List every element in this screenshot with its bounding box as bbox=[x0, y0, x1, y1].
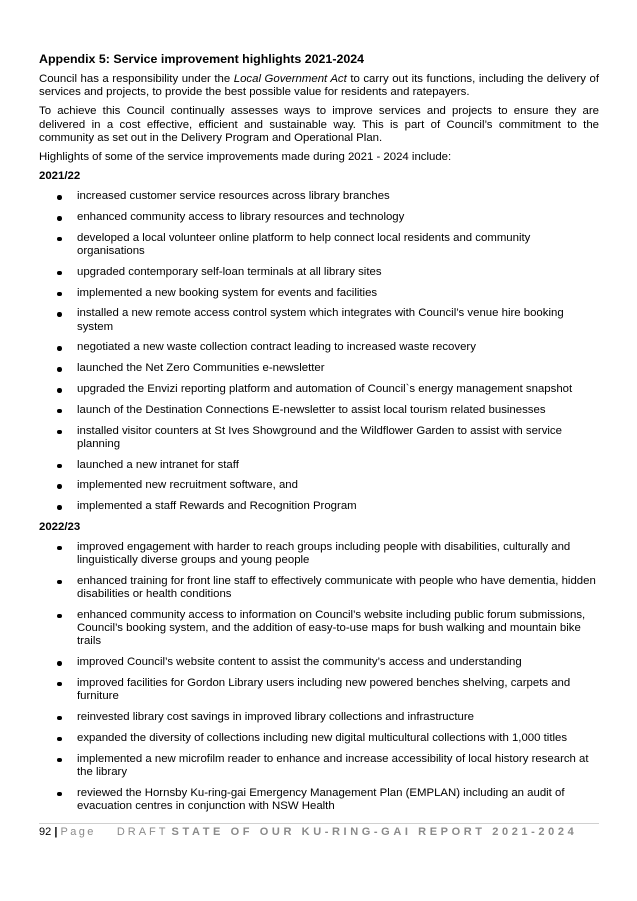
list-item: negotiated a new waste collection contract leading to increased waste recovery bbox=[39, 341, 599, 354]
list-item: enhanced community access to information on Council’s website including public forum submissions, Council’s booking system, and the addition of easy-to-use maps for bush walking and mountain bike trails bbox=[39, 609, 599, 649]
act-name: Local Government Act bbox=[233, 73, 347, 85]
list-item: enhanced community access to library resources and technology bbox=[39, 211, 599, 224]
list-item: improved engagement with harder to reach groups including people with disabilities, culturally and linguistically diverse groups and young people bbox=[39, 541, 599, 567]
document-page bbox=[39, 52, 599, 821]
bullet-icon bbox=[57, 682, 62, 687]
bullet-icon bbox=[57, 216, 62, 221]
improvements-list-2022-23 bbox=[39, 541, 599, 813]
bullet-icon bbox=[57, 271, 62, 276]
bullet-icon bbox=[57, 716, 62, 721]
list-item: launch of the Destination Connections E-newsletter to assist local tourism related businesses bbox=[39, 404, 599, 417]
list-item: implemented a staff Rewards and Recognition Program bbox=[39, 500, 599, 513]
bullet-icon bbox=[57, 346, 62, 351]
draft-label: DRAFT bbox=[116, 826, 169, 838]
bullet-icon bbox=[57, 367, 62, 372]
bullet-icon bbox=[57, 792, 62, 797]
list-item: expanded the diversity of collections including new digital multicultural collections with 1,000 titles bbox=[39, 732, 599, 745]
list-item: improved facilities for Gordon Library users including new powered benches shelving, carpets and furniture bbox=[39, 677, 599, 703]
bullet-icon bbox=[57, 546, 62, 551]
list-item: increased customer service resources across library branches bbox=[39, 190, 599, 203]
section-year-heading: 2022/23 bbox=[39, 520, 81, 533]
bullet-icon bbox=[57, 195, 62, 200]
bullet-icon bbox=[57, 484, 62, 489]
list-item: implemented a new booking system for events and facilities bbox=[39, 287, 599, 300]
page-label: Page bbox=[60, 826, 96, 838]
bullet-icon bbox=[57, 237, 62, 242]
footer-separator: | bbox=[54, 826, 58, 838]
list-item: upgraded contemporary self-loan terminals at all library sites bbox=[39, 266, 599, 279]
list-item: enhanced training for front line staff to effectively communicate with people who have dementia, hidden disabilities or health conditions bbox=[39, 575, 599, 601]
list-item: implemented new recruitment software, and bbox=[39, 479, 599, 492]
bullet-icon bbox=[57, 409, 62, 414]
bullet-icon bbox=[57, 614, 62, 619]
intro-p1-start: Council has a responsibility under the bbox=[39, 73, 234, 85]
list-item: reinvested library cost savings in improved library collections and infrastructure bbox=[39, 711, 599, 724]
list-item: implemented a new microfilm reader to enhance and increase accessibility of local history research at the library bbox=[39, 753, 599, 779]
list-item: launched the Net Zero Communities e-newsletter bbox=[39, 362, 599, 375]
intro-paragraph-1 bbox=[39, 73, 599, 99]
report-title: STATE OF OUR KU-RING-GAI REPORT 2021-2024 bbox=[171, 826, 578, 838]
list-item: reviewed the Hornsby Ku-ring-gai Emergency Management Plan (EMPLAN) including an audit of evacuation centres in conjunction with NSW Health bbox=[39, 787, 599, 813]
intro-p1-end: to carry out its functions, including the delivery of services and projects, to provide the best possible value for residents and ratepayers. bbox=[39, 73, 599, 99]
bullet-icon bbox=[57, 464, 62, 469]
improvements-list-2021-22 bbox=[39, 190, 599, 513]
bullet-icon bbox=[57, 505, 62, 510]
page-footer bbox=[39, 823, 599, 840]
list-item: launched a new intranet for staff bbox=[39, 459, 599, 472]
bullet-icon bbox=[57, 292, 62, 297]
intro-paragraph-3: Highlights of some of the service improvements made during 2021 - 2024 include: bbox=[39, 151, 452, 164]
bullet-icon bbox=[57, 737, 62, 742]
bullet-icon bbox=[57, 388, 62, 393]
bullet-icon bbox=[57, 312, 62, 317]
list-item: installed a new remote access control system which integrates with Council’s venue hire booking system bbox=[39, 307, 599, 333]
list-item: upgraded the Envizi reporting platform and automation of Council`s energy management snapshot bbox=[39, 383, 599, 396]
bullet-icon bbox=[57, 661, 62, 666]
bullet-icon bbox=[57, 758, 62, 763]
list-item: developed a local volunteer online platform to help connect local residents and community organisations bbox=[39, 232, 599, 258]
page-number: 92 bbox=[39, 826, 52, 838]
page-heading: Appendix 5: Service improvement highlights 2021-2024 bbox=[39, 52, 365, 66]
list-item: installed visitor counters at St Ives Showground and the Wildflower Garden to assist with service planning bbox=[39, 425, 599, 451]
section-year-heading: 2021/22 bbox=[39, 170, 81, 183]
intro-paragraph-2: To achieve this Council continually assesses ways to improve services and projects to ensure they are delivered in a cost effective, efficient and sustainable way. This is part of Council’s commitment to the community as set out in the Delivery Program and Operational Plan. bbox=[39, 105, 599, 144]
bullet-icon bbox=[57, 580, 62, 585]
list-item: improved Council’s website content to assist the community’s access and understanding bbox=[39, 656, 599, 669]
bullet-icon bbox=[57, 430, 62, 435]
